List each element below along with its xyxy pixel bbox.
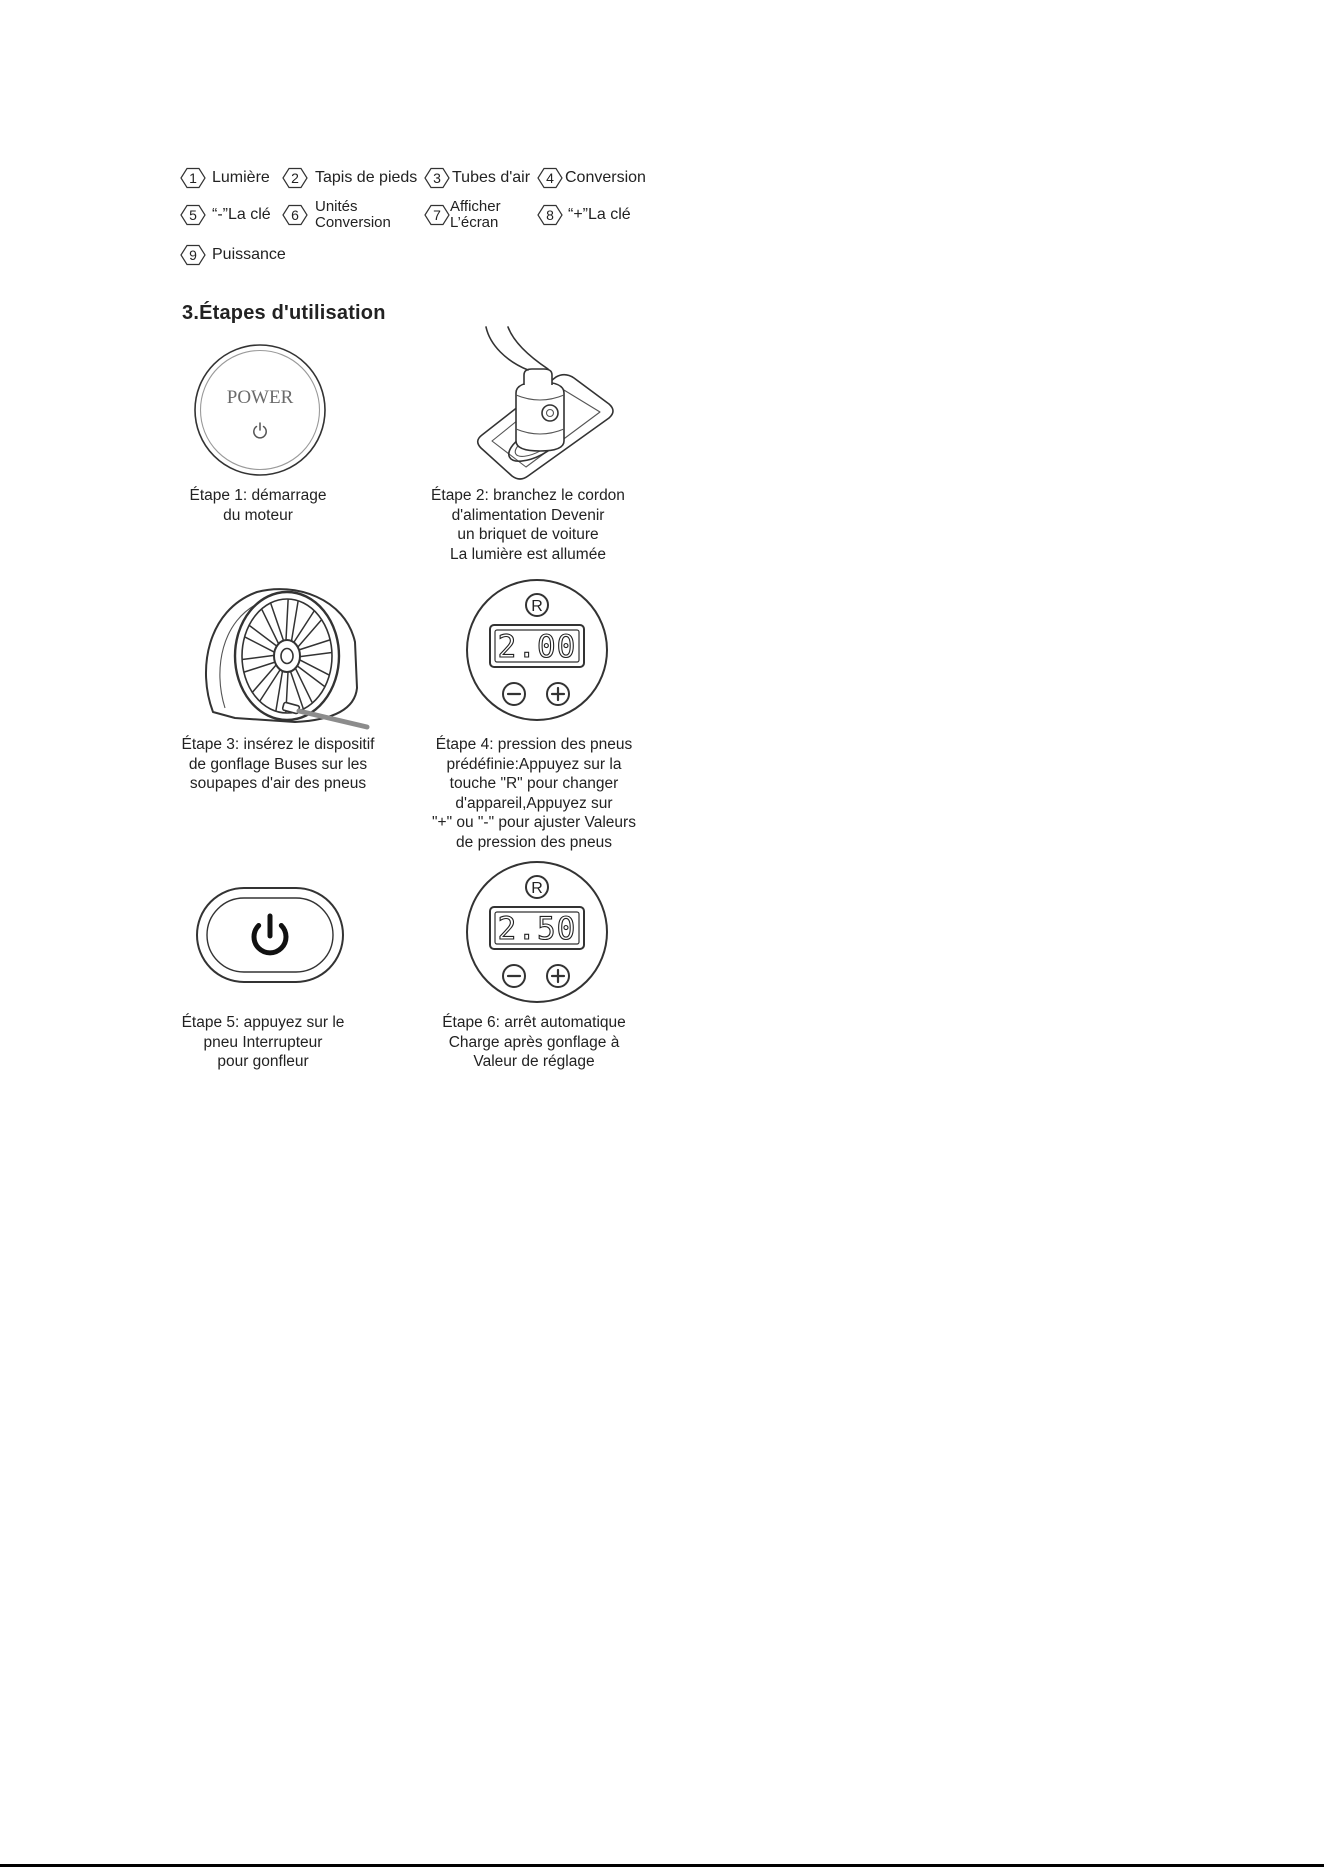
badge-number: 3 [433, 170, 441, 186]
legend-item-2 [282, 167, 417, 189]
legend-label [315, 199, 391, 231]
step-1-caption [118, 486, 398, 525]
power-switch-icon [195, 885, 345, 985]
caption-line: pour gonfleur [217, 1053, 309, 1071]
badge-number: 7 [433, 207, 441, 223]
caption-line: un briquet de voiture [457, 526, 599, 544]
step-4-caption [394, 735, 674, 853]
badge-number: 1 [189, 170, 197, 186]
legend-item-3 [424, 167, 530, 189]
legend-label: Puissance [212, 246, 286, 263]
lcd-value: 2.00 [497, 629, 577, 665]
number-badge-icon [180, 244, 206, 266]
caption-line: Valeur de réglage [473, 1053, 595, 1071]
legend-label: “-”La clé [212, 206, 271, 223]
number-badge-icon [424, 204, 450, 226]
caption-line: Étape 3: insérez le dispositif [181, 736, 375, 753]
caption-line: soupapes d'air des pneus [189, 775, 367, 793]
badge-number: 4 [546, 170, 554, 186]
caption-line: de gonflage Buses sur les [188, 755, 368, 773]
number-badge-icon [537, 204, 563, 226]
caption-line: Étape 1: démarrage [189, 487, 327, 504]
step-6-caption [394, 1013, 674, 1072]
caption-line: de pression des pneus [456, 833, 612, 851]
number-badge-icon [282, 204, 308, 226]
badge-number: 5 [189, 207, 197, 223]
number-badge-icon [282, 167, 308, 189]
caption-line: d'alimentation Devenir [451, 506, 605, 524]
caption-line: "+" ou "-" pour ajuster Valeurs [432, 814, 636, 832]
tire-valve-nozzle-icon [195, 580, 375, 730]
step-5-caption [123, 1013, 403, 1072]
number-badge-icon [180, 167, 206, 189]
legend-item-5 [180, 204, 271, 226]
number-badge-icon [424, 167, 450, 189]
badge-number: 9 [189, 247, 197, 263]
number-badge-icon [537, 167, 563, 189]
legend-label: Tubes d'air [452, 169, 531, 186]
caption-line: Étape 2: branchez le cordon [431, 487, 625, 504]
number-badge-icon [180, 204, 206, 226]
r-key-label: R [531, 880, 543, 897]
legend-label: Lumière [212, 169, 270, 186]
legend-label-line: L’écran [450, 214, 499, 231]
legend-label: “+”La clé [568, 206, 631, 223]
lcd-value: 2.50 [497, 911, 577, 947]
legend-item-1 [180, 167, 270, 189]
caption-line: prédéfinie:Appuyez sur la [446, 755, 622, 773]
caption-line: Étape 6: arrêt automatique [442, 1014, 626, 1031]
power-button-icon [190, 340, 330, 480]
legend-label: Tapis de pieds [315, 169, 418, 186]
caption-line: Étape 4: pression des pneus [435, 736, 633, 753]
legend-label-line: Conversion [315, 214, 391, 231]
power-label: POWER [226, 387, 294, 408]
plug-button [542, 405, 558, 421]
caption-line: pneu Interrupteur [203, 1033, 323, 1051]
r-key-label: R [531, 598, 543, 615]
caption-line: touche "R" pour changer [449, 775, 619, 793]
plug-collar [524, 369, 552, 385]
step-2-caption [388, 486, 668, 564]
section-title: 3.Étapes d'utilisation [182, 302, 386, 324]
car-lighter-socket-icon [470, 325, 620, 485]
badge-number: 2 [291, 170, 299, 186]
badge-number: 6 [291, 207, 299, 223]
caption-line: La lumière est allumée [450, 545, 606, 563]
legend-item-6 [282, 198, 391, 231]
badge-number: 8 [546, 207, 554, 223]
legend-label: Conversion [565, 169, 646, 186]
legend-label-line: Afficher [450, 198, 501, 215]
legend-item-7 [424, 198, 501, 231]
legend-label-line: Unités [315, 198, 358, 215]
pressure-display-icon [462, 857, 612, 1007]
button-outer-ring [195, 345, 325, 475]
pressure-display-icon [462, 575, 612, 725]
legend-label [450, 199, 501, 231]
step-3-caption [138, 735, 418, 794]
caption-line: Étape 5: appuyez sur le [181, 1014, 345, 1031]
caption-line: d'appareil,Appuyez sur [455, 794, 613, 812]
legend-item-4 [537, 167, 646, 189]
wheel-hub [274, 640, 300, 672]
legend-item-9 [180, 244, 286, 266]
bottom-rule [0, 1864, 1324, 1867]
caption-line: du moteur [223, 506, 293, 524]
legend-item-8 [537, 204, 631, 226]
caption-line: Charge après gonflage à [448, 1033, 620, 1051]
